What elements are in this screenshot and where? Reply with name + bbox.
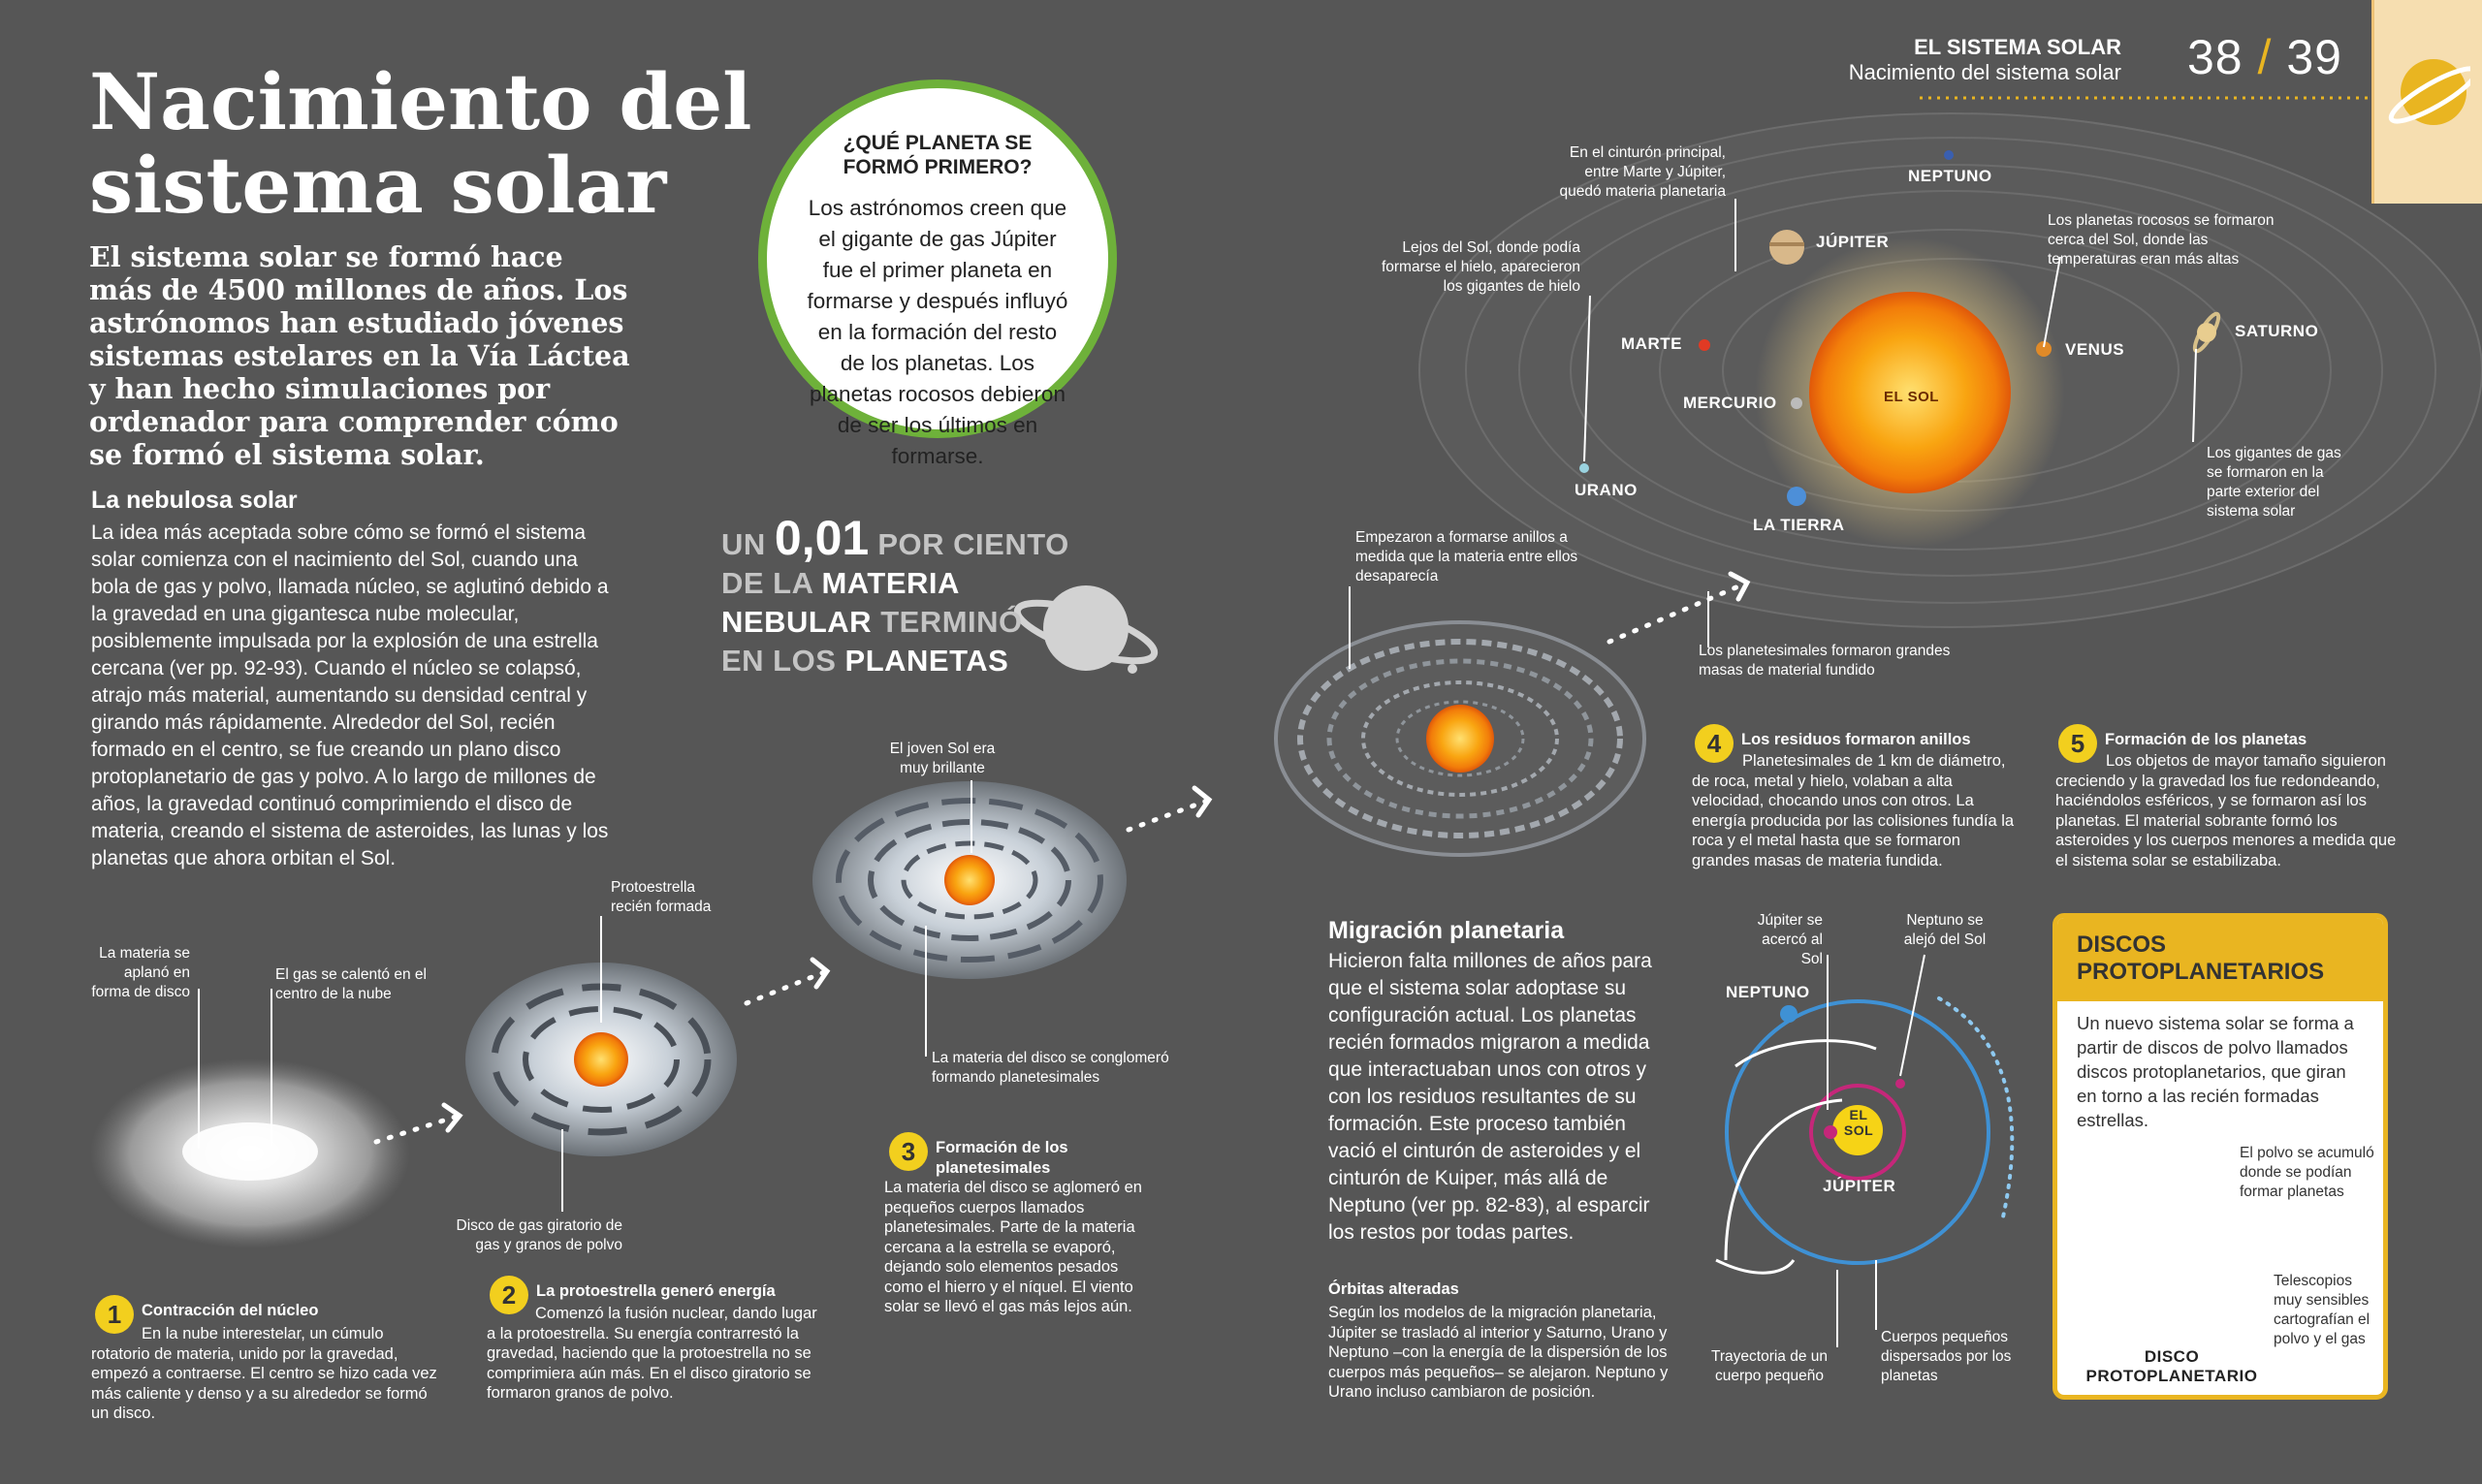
migration-caption-jupiter: Júpiter se acercó al Sol [1757,912,1823,967]
solar-caption-gas: Los gigantes de gas se formaron en la parte exterior del sistema solar [2207,445,2341,520]
stage1-caption-a: La materia se aplanó en forma de disco [91,945,190,1000]
section-header [1849,35,2121,85]
section-subtitle: Nacimiento del sistema solar [1848,60,2121,84]
stage1-step [107,1300,432,1329]
migration-label-neptune: NEPTUNO [1726,983,1810,1001]
step-title: Formación de los planetas [2105,731,2307,748]
page-numbers [2187,29,2342,85]
section-title: EL SISTEMA SOLAR [1914,35,2121,59]
migration-text: Hicieron falta millones de años para que el sistema solar adoptase su configuración actual. Los planetas recién formados migraron a medida que interactuaban unos con otros y con los residuos resultantes de su formación. Este proceso también vació el cinturón de asteroides y el cinturón de Kuiper, más allá de Neptuno (ver pp. 82-83), al esparcir los restos por todas partes. [1328,950,1652,1244]
step-number: 2 [490,1276,528,1314]
solar-caption-ice: Lejos del Sol, donde podía formarse el hielo, aparecieron los gigantes de hielo [1381,239,1580,295]
discs-heading: DISCOS PROTOPLANETARIOS [2057,918,2383,1001]
stage2-caption-a: Protoestrella recién formada [611,879,712,915]
step-number: 3 [889,1132,928,1171]
stage2-text: Comenzó la fusión nuclear, dando lugar a la protoestrella. Su energía contrarrestó la gravedad, haciendo que la protoestrella no se comprimiera aún más. En el disco giratorio se formaron granos de polvo. [487,1305,817,1402]
migration-label-jupiter: JÚPITER [1823,1177,1896,1195]
stage3-step [901,1137,1120,1178]
step-title: La protoestrella generó energía [536,1282,776,1300]
bubble-answer: Los astrónomos creen que el gigante de gas Júpiter fue el primer planeta en formarse y después influyó en la formación del resto de los planetas. Los planetas rocosos debieron de ser los últimos en formarse. [807,196,1068,468]
question-bubble [758,79,1117,468]
page-right: 39 [2286,30,2342,84]
label-saturno: SATURNO [2235,322,2319,340]
stat-callout: UN 0,01 POR CIENTO DE LA MATERIA NEBULAR TERMINÓ EN LOS PLANETAS [721,511,1069,678]
label-urano: URANO [1575,481,1638,499]
migration-heading: Migración planetaria [1328,917,1565,944]
page-sep: / [2257,30,2273,84]
stage1-caption-b: El gas se calentó en el centro de la nube [275,966,427,1002]
discs-caption-dust: El polvo se acumuló donde se podían formar planetas [2240,1145,2374,1200]
stage2-caption-b: Disco de gas giratorio de gas y granos de polvo [456,1217,622,1253]
step-title: Contracción del núcleo [142,1302,319,1319]
planet-ring-icon [2387,39,2470,145]
stage3-caption-a: El joven Sol era muy brillante [889,741,996,776]
header-dotted-rule [1920,95,2371,101]
step-number: 5 [2058,724,2097,763]
discs-caption-telescopes: Telescopios muy sensibles cartografían el polvo y el gas [2274,1273,2371,1347]
stage3-text: La materia del disco se aglomeró en pequeños cuerpos llamados planetesimales. Parte de la materia cercana a la estrella se evaporó, dejando solo elementos pesados como el hierro y el níquel. El viento solar se llevó el gas más lejos aún. [884,1179,1142,1315]
label-sun: EL SOL [1884,389,1939,405]
stage5-text: Los objetos de mayor tamaño siguieron creciendo y la gravedad los fue redondeando, haciéndolos esféricos, y se formaron así los planetas. El material sobrante formó los asteroides y los cuerpos menores a medida que el sistema solar se estabilizaba. [2055,752,2397,869]
stage4-caption-b: Los planetesimales formaron grandes masas de material fundido [1699,643,1951,679]
step-number: 4 [1695,724,1734,763]
solar-caption-rocky: Los planetas rocosos se formaron cerca del Sol, donde las temperaturas eran más altas [2048,212,2275,268]
step-number: 1 [95,1295,134,1334]
page-left: 38 [2187,30,2243,84]
migration-subtext: Según los modelos de la migración planetaria, Júpiter se trasladó al interior y Saturno, Urano y Neptuno –con la energía de la dispersión de los cuerpos más pequeños– se alejaron. Neptuno y Urano incluso cambiaron de posición. [1328,1304,1669,1401]
discs-label: DISCO PROTOPLANETARIO [2085,1347,2258,1385]
label-venus: VENUS [2065,340,2125,359]
solar-caption-belt: En el cinturón principal, entre Marte y Júpiter, quedó materia planetaria [1559,144,1726,200]
stage4-text: Planetesimales de 1 km de diámetro, de roca, metal y hielo, volaban a alta velocidad, chocando unos con otros. La energía producida por las colisiones fundía la roca y el metal hasta que se formaron grandes masas de materia fundida. [1692,752,2015,869]
intro-text: El sistema solar se formó hace más de 4500 millones de años. Los astrónomos han estudiado jóvenes sistemas estelares en la Vía Láctea y han hecho simulaciones por ordenador para comprender cómo se formó el sistema solar. [89,240,630,471]
page-title: Nacimiento del sistema solar [89,56,752,231]
migration-caption-neptune: Neptuno se alejó del Sol [1903,912,1987,948]
step-title: Formación de los planetesimales [936,1139,1068,1177]
bubble-question: ¿QUÉ PLANETA SE FORMÓ PRIMERO? [843,132,1033,178]
stage3-caption-b: La materia del disco se conglomeró formando planetesimales [932,1050,1169,1086]
migration-label-sun: EL SOL [1843,1107,1874,1138]
stage4-step [1706,729,2032,758]
migration-caption-bodies: Cuerpos pequeños dispersados por los planetas [1881,1329,2012,1384]
stage2-step [501,1280,827,1310]
label-mercurio: MERCURIO [1683,394,1777,412]
label-jupiter: JÚPITER [1816,233,1890,251]
migration-subheading: Órbitas alteradas [1328,1280,1459,1298]
stage5-step [2070,729,2396,758]
discs-text: Un nuevo sistema solar se forma a partir de discos de polvo llamados discos protoplanetarios, que giran en torno a las recién formadas estrellas. [2077,1013,2354,1130]
label-neptuno: NEPTUNO [1908,167,1992,185]
stage1-text: En la nube interestelar, un cúmulo rotatorio de materia, unido por la gravedad, empezó a contraerse. El centro se hizo cada vez más caliente y denso y a su alrededor se formó un disco. [91,1325,437,1422]
nebula-text: La idea más aceptada sobre cómo se formó el sistema solar comienza con el nacimiento del Sol, cuando una bola de gas y polvo, llamada núcleo, se aglutinó debido a la gravedad en una gigantesca nube molecular, posiblemente impulsada por la explosión de una estrella cercana (ver pp. 92-93). Cuando el núcleo se colapsó, atrajo más material, aumentando su densidad central y girando más rápidamente. Alrededor del Sol, recién formado en el centro, se fue creando un plano disco protoplanetario de gas y polvo. A lo largo de millones de años, la gravedad continuó comprimiendo el disco de materia, creando el sistema de asteroides, las lunas y los planetas que ahora orbitan el Sol. [91,521,609,869]
step-title: Los residuos formaron anillos [1741,731,1971,748]
label-tierra: LA TIERRA [1753,516,1845,534]
label-marte: MARTE [1621,334,1682,353]
migration-caption-trajectory: Trayectoria de un cuerpo pequeño [1710,1348,1829,1384]
nebula-heading: La nebulosa solar [91,487,298,514]
stage4-caption-a: Empezaron a formarse anillos a medida que la materia entre ellos desaparecía [1355,529,1578,584]
